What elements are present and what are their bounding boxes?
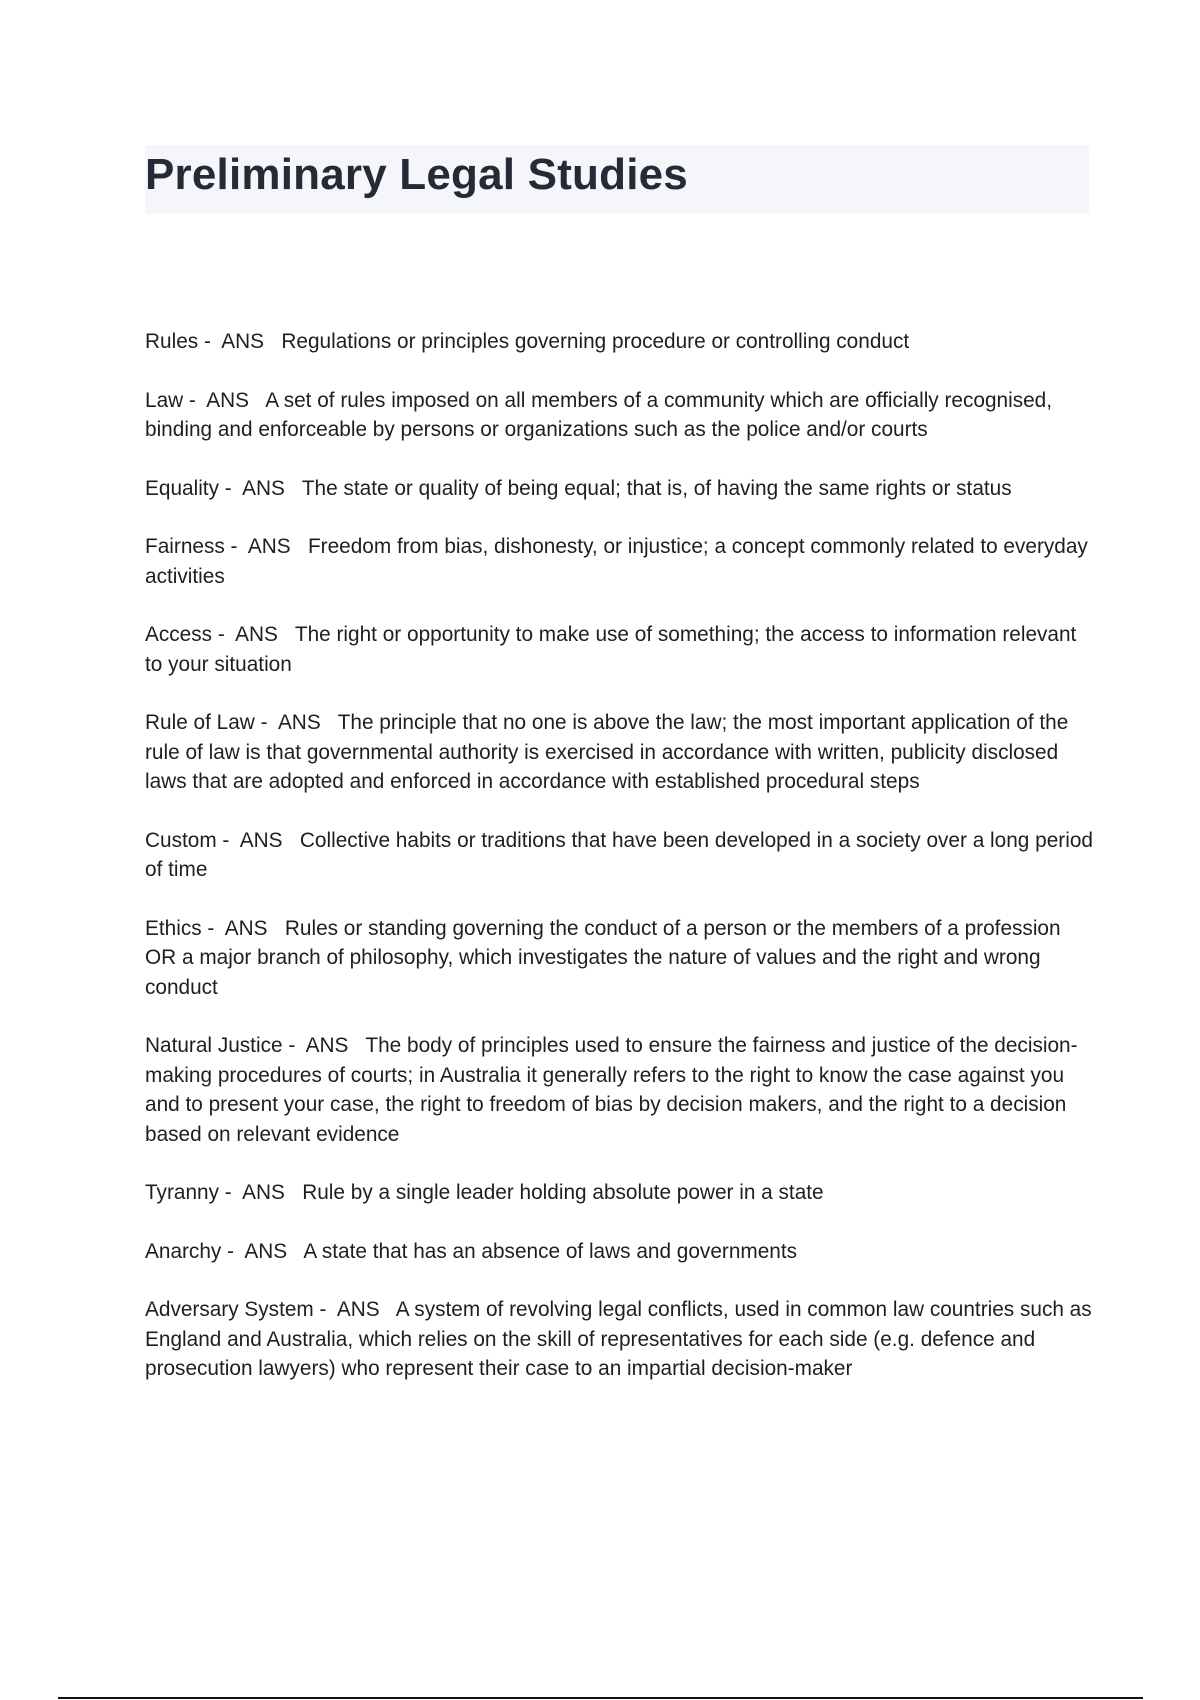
entry-definition: The principle that no one is above the law; the most important application of the rule of law is that governmental authority is exercised in accordance with written, publicity disclosed laws that are adopted and enforced in accordance with established procedural steps <box>145 711 1069 793</box>
glossary-entry <box>145 620 1095 679</box>
entry-term: Tyranny <box>145 1181 219 1204</box>
entry-definition: The body of principles used to ensure the fairness and justice of the decision-making procedures of courts; in Australia it generally refers to the right to know the case against you and to present your case, the right to freedom of bias by decision makers, and the right to a decision based on relevant evidence <box>145 1034 1078 1146</box>
glossary-entry <box>145 474 1095 504</box>
footer-divider <box>58 1697 1143 1699</box>
entry-definition: Regulations or principles governing procedure or controlling conduct <box>281 330 910 353</box>
entry-separator: - ANS <box>212 623 295 646</box>
entry-definition: A state that has an absence of laws and governments <box>303 1239 798 1263</box>
entry-term: Ethics <box>145 916 202 940</box>
glossary-entry <box>145 532 1095 591</box>
glossary-entry <box>145 1295 1095 1384</box>
entry-separator: - ANS <box>282 1034 366 1057</box>
glossary-entry <box>145 914 1095 1003</box>
glossary-list <box>145 327 1095 1413</box>
entry-separator: - ANS <box>198 330 282 353</box>
page-title: Preliminary Legal Studies <box>145 150 688 199</box>
entry-term: Rules <box>145 330 199 353</box>
entry-definition: A system of revolving legal conflicts, used in common law countries such as England and Australia, which relies on the skill of representatives for each side (e.g. defence and prosecution lawyers) who represent their case to an impartial decision-maker <box>145 1298 1092 1380</box>
glossary-entry <box>145 1237 1095 1267</box>
glossary-entry <box>145 708 1095 797</box>
entry-definition: The right or opportunity to make use of something; the access to information relevant to your situation <box>145 623 1077 676</box>
entry-separator: - ANS <box>313 1298 396 1321</box>
glossary-entry <box>145 386 1095 445</box>
title-band <box>145 145 1089 214</box>
entry-term: Anarchy <box>145 1239 222 1263</box>
entry-definition: Collective habits or traditions that have been developed in a society over a long period of time <box>145 828 1093 881</box>
entry-separator: - ANS <box>254 711 338 734</box>
entry-definition: The state or quality of being equal; that is, of having the same rights or status <box>301 476 1012 500</box>
entry-term: Access <box>145 623 213 646</box>
entry-definition: Rules or standing governing the conduct of a person or the members of a profession OR a major branch of philosophy, which investigates the nature of values and the right and wrong conduct <box>145 916 1061 999</box>
entry-term: Law <box>145 388 184 412</box>
entry-separator: - ANS <box>183 388 266 412</box>
entry-separator: - ANS <box>201 916 285 940</box>
entry-term: Equality <box>145 476 219 500</box>
entry-term: Rule of Law <box>145 711 255 734</box>
entry-term: Fairness <box>145 535 225 558</box>
glossary-entry <box>145 1178 1095 1208</box>
entry-separator: - ANS <box>216 828 300 852</box>
entry-definition: A set of rules imposed on all members of a community which are officially recognised, binding and enforceable by persons or organizations such as the police and/or courts <box>145 388 1053 441</box>
entry-term: Natural Justice <box>145 1034 283 1057</box>
entry-separator: - ANS <box>218 1181 303 1204</box>
entry-separator: - ANS <box>224 535 308 558</box>
entry-definition: Freedom from bias, dishonesty, or injustice; a concept commonly related to everyday activities <box>145 535 1088 588</box>
glossary-entry <box>145 327 1095 357</box>
entry-term: Adversary System <box>145 1298 314 1321</box>
entry-definition: Rule by a single leader holding absolute power in a state <box>302 1181 824 1204</box>
entry-term: Custom <box>145 828 217 852</box>
entry-separator: - ANS <box>219 476 302 500</box>
glossary-entry <box>145 1031 1095 1149</box>
entry-separator: - ANS <box>221 1239 304 1263</box>
glossary-entry <box>145 826 1095 885</box>
